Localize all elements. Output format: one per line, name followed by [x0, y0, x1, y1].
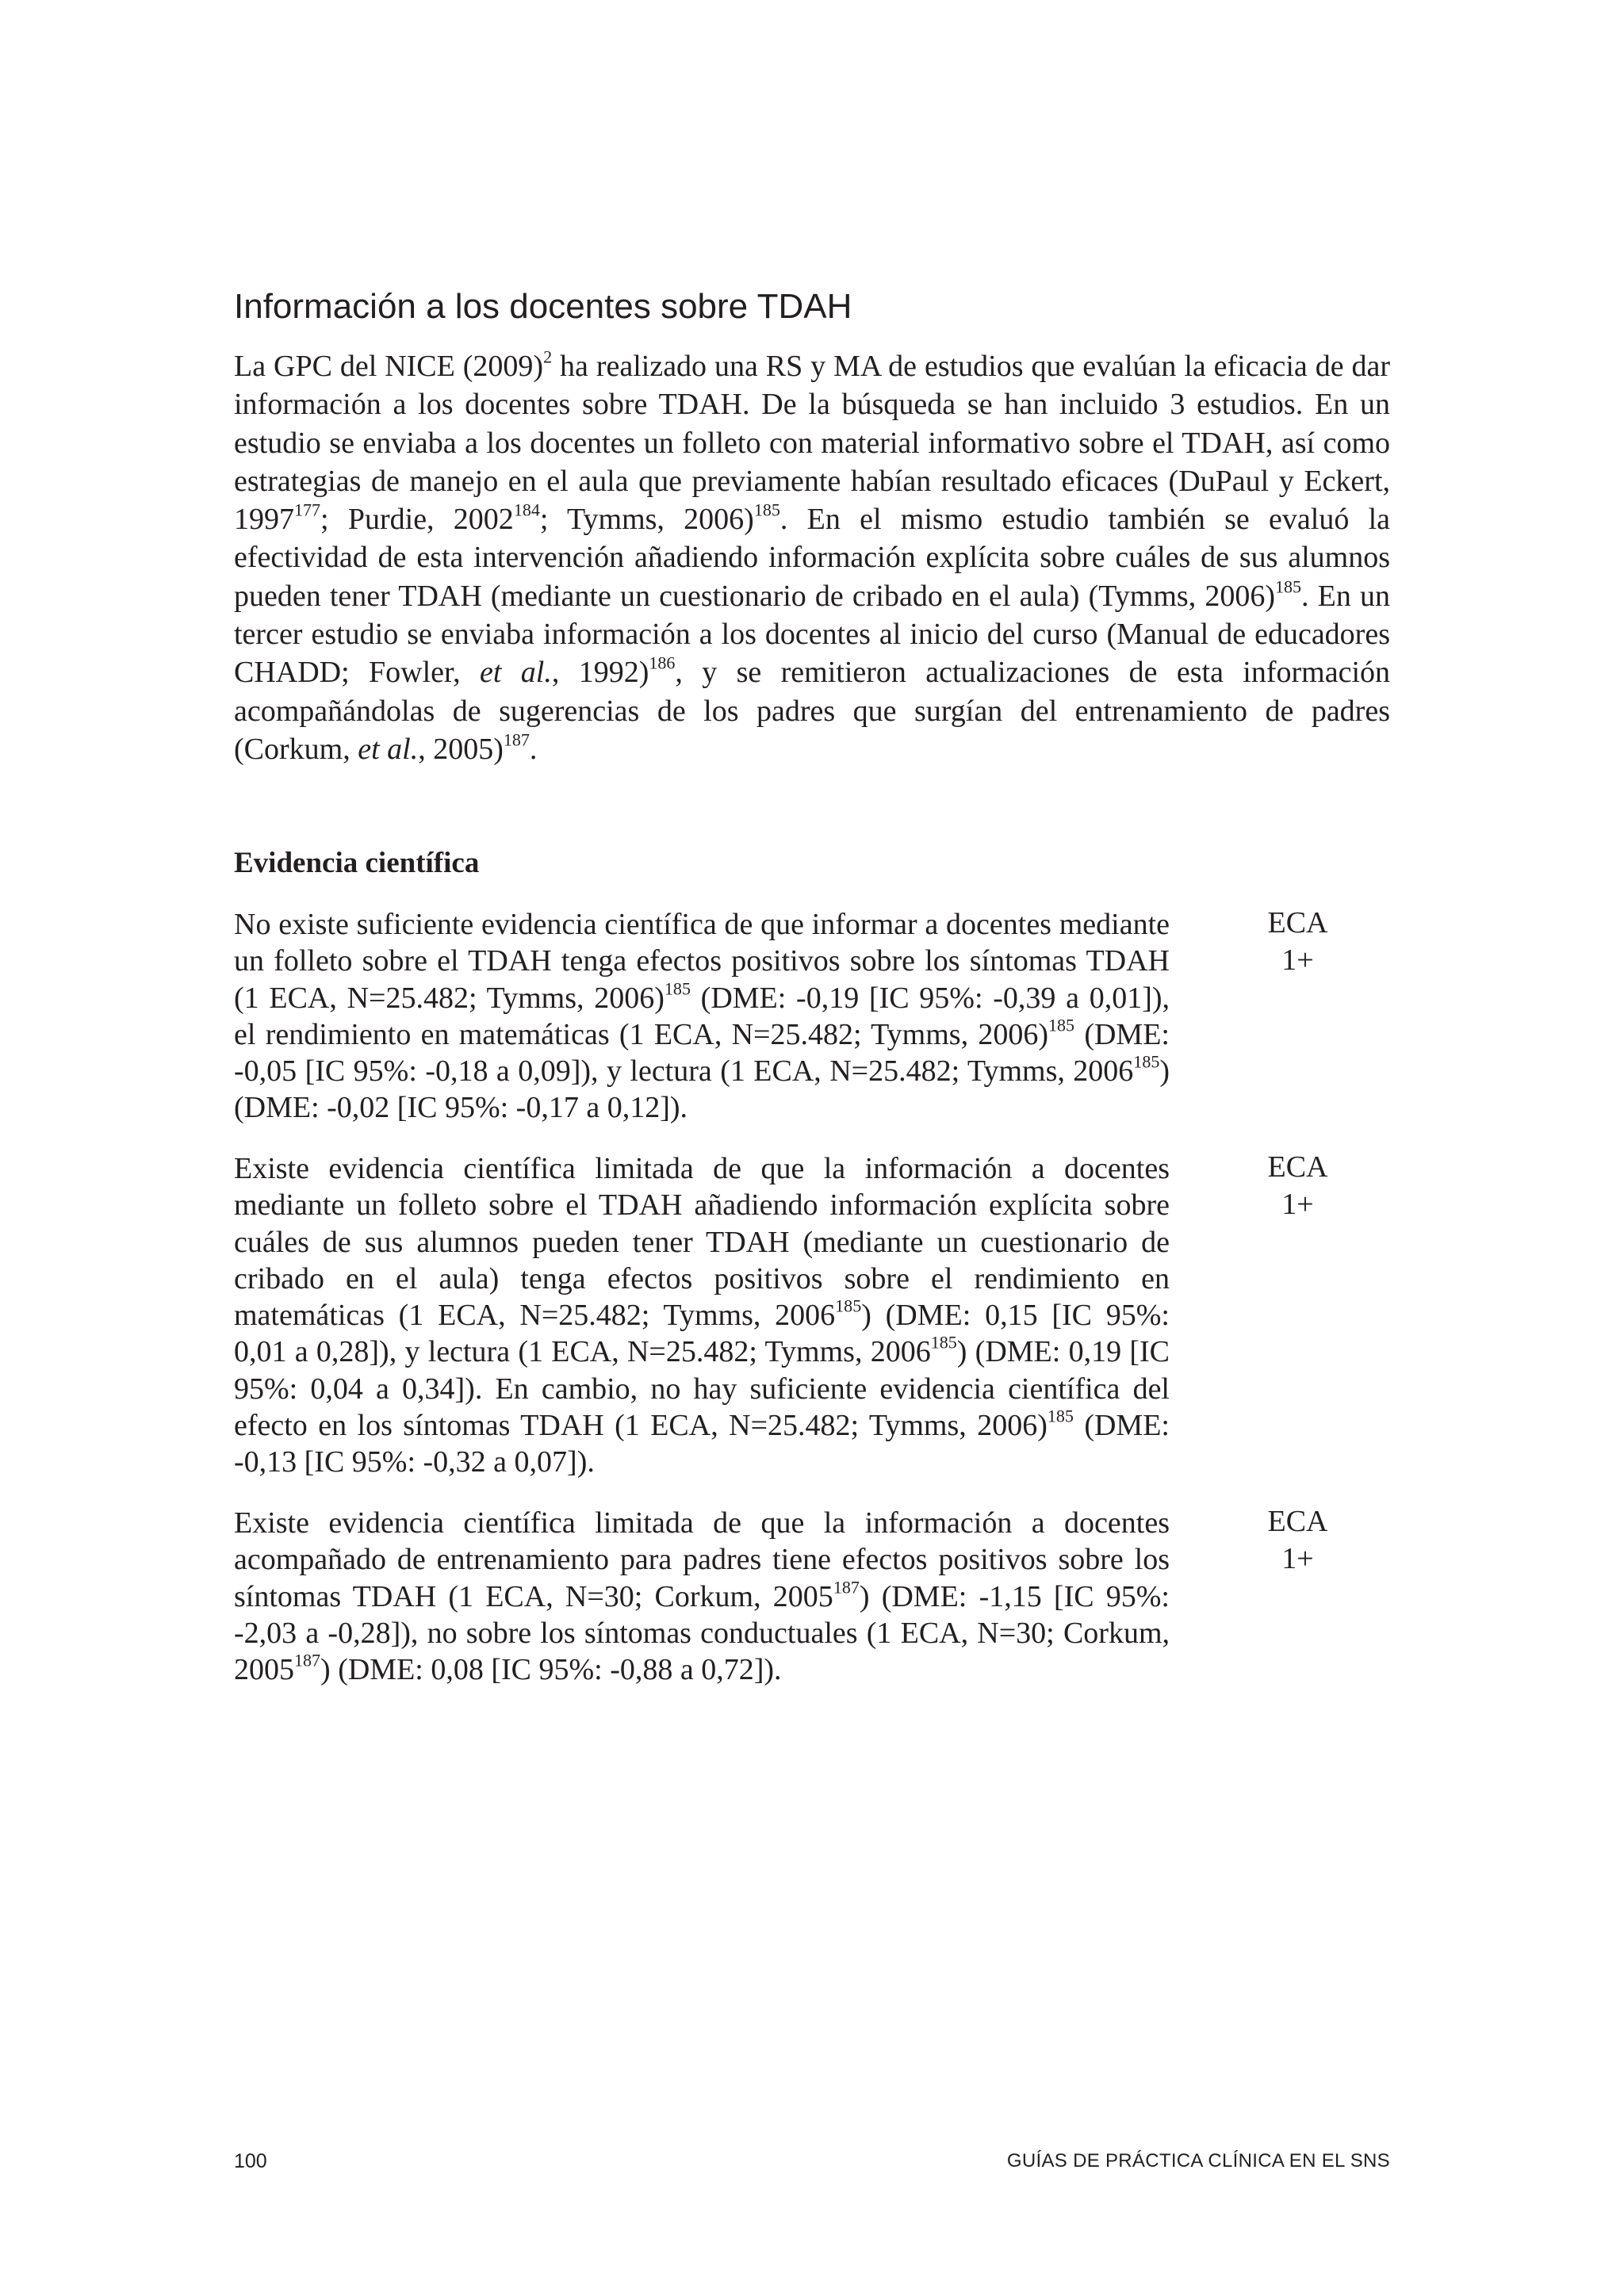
- evidence-level-grade: 1+: [1281, 943, 1314, 977]
- evidence-level-type: ECA: [1267, 1505, 1328, 1538]
- evidence-text: Existe evidencia científica limitada de que la información a docentes acompañado de entrenamiento para padres tiene efectos positivos sobre los síntomas TDAH (1 ECA, N=30; Corkum, 2005$^{187}$) (DME: -1,15 [IC 95%: -2,03 a -0,28]), no sobre los síntomas conductuales (1 ECA, N=30; Corkum, 2005$^{187}$) (DME: 0,08 [IC 95%: -0,88 a 0,72]).: [234, 1506, 1170, 1687]
- evidence-level: [1205, 905, 1390, 979]
- intro-paragraph: La GPC del NICE $(2009)^2$ ha realizado una RS y MA de estudios que evalúan la eficacia de dar información a los docentes sobre TDAH. De la búsqueda se han incluido 3 estudios. En un estudio se enviaba a los docentes un folleto con material informativo sobre el TDAH, así como estrategias de manejo en el aula que previamente habían resultado eficaces (DuPaul y Eckert, 1997$^{177}$; Purdie, 2002$^{184}$; Tymms, 2006)$^{185}$. En el mismo estudio también se evaluó la efectividad de esta intervención añadiendo información explícita sobre cuáles de sus alumnos pueden tener TDAH (mediante un cuestionario de cribado en el aula) (Tymms, 2006)$^{185}$. En un tercer estudio se enviaba información a los docentes al inicio del curso (Manual de educadores CHADD; Fowler, et al., 1992)$^{186}$, y se remitieron actualizaciones de esta información acompañándolas de sugerencias de los padres que surgían del entrenamiento de padres (Corkum, et al., 2005)$^{187}$.: [234, 346, 1391, 766]
- evidence-level-type: ECA: [1267, 1150, 1328, 1184]
- reference-number: 2: [543, 346, 553, 367]
- evidence-level-grade: 1+: [1281, 1542, 1314, 1575]
- evidence-level: [1205, 1149, 1390, 1223]
- evidence-statement-1: [234, 906, 1390, 1127]
- evidence-text: No existe suficiente evidencia científica de que informar a docentes mediante un folleto sobre el TDAH tenga efectos positivos sobre los síntomas TDAH (1 ECA, N=25.482; Tymms, 2006)$^{185}$ (DME: -0,19 [IC 95%: -0,39 a 0,01]), el rendimiento en matemáticas (1 ECA, N=25.482; Tymms, 2006)$^{185}$ (DME: -0,05 [IC 95%: -0,18 a 0,09]), y lectura (1 ECA, N=25.482; Tymms, 2006$^{185}$) (DME: -0,02 [IC 95%: -0,17 a 0,12]).: [234, 908, 1170, 1125]
- reference-number: 185: [1274, 576, 1302, 597]
- evidence-statement-2: [234, 1150, 1390, 1481]
- reference-number: 187: [503, 729, 530, 750]
- reference-number: 185: [1048, 1015, 1075, 1035]
- evidence-text: Existe evidencia científica limitada de que la información a docentes mediante un folleto sobre el TDAH añadiendo información explícita sobre cuáles de sus alumnos pueden tener TDAH (mediante un cuestionario de cribado en el aula) tenga efectos positivos sobre el rendimiento en matemáticas (1 ECA, N=25.482; Tymms, 2006$^{185}$) (DME: 0,15 [IC 95%: 0,01 a 0,28]), y lectura (1 ECA, N=25.482; Tymms, 2006$^{185}$) (DME: 0,19 [IC 95%: 0,04 a 0,34]). En cambio, no hay suficiente evidencia científica del efecto en los síntomas TDAH (1 ECA, N=25.482; Tymms, 2006)$^{185}$ (DME: -0,13 [IC 95%: -0,32 a 0,07]).: [234, 1152, 1170, 1479]
- evidence-level-grade: 1+: [1281, 1188, 1314, 1221]
- reference-number: 185: [1133, 1051, 1160, 1072]
- evidence-heading: Evidencia científica: [234, 847, 480, 879]
- reference-number: 186: [649, 652, 676, 673]
- reference-number: 187: [833, 1577, 860, 1598]
- series-title: GUÍAS DE PRÁCTICA CLÍNICA EN EL SNS: [1006, 2150, 1390, 2172]
- section-heading: Información a los docentes sobre TDAH: [234, 287, 852, 326]
- reference-number: 177: [294, 499, 321, 520]
- reference-number: 185: [753, 499, 780, 520]
- reference-number: 187: [294, 1650, 321, 1670]
- reference-number: 185: [930, 1332, 957, 1353]
- evidence-level-type: ECA: [1267, 906, 1328, 939]
- reference-number: 185: [1047, 1406, 1074, 1426]
- reference-number: 185: [835, 1295, 862, 1316]
- evidence-statement-3: [234, 1505, 1390, 1688]
- evidence-level: [1205, 1503, 1390, 1578]
- reference-number: 185: [664, 978, 691, 999]
- reference-number: 184: [513, 499, 540, 520]
- page-number: 100: [234, 2150, 267, 2172]
